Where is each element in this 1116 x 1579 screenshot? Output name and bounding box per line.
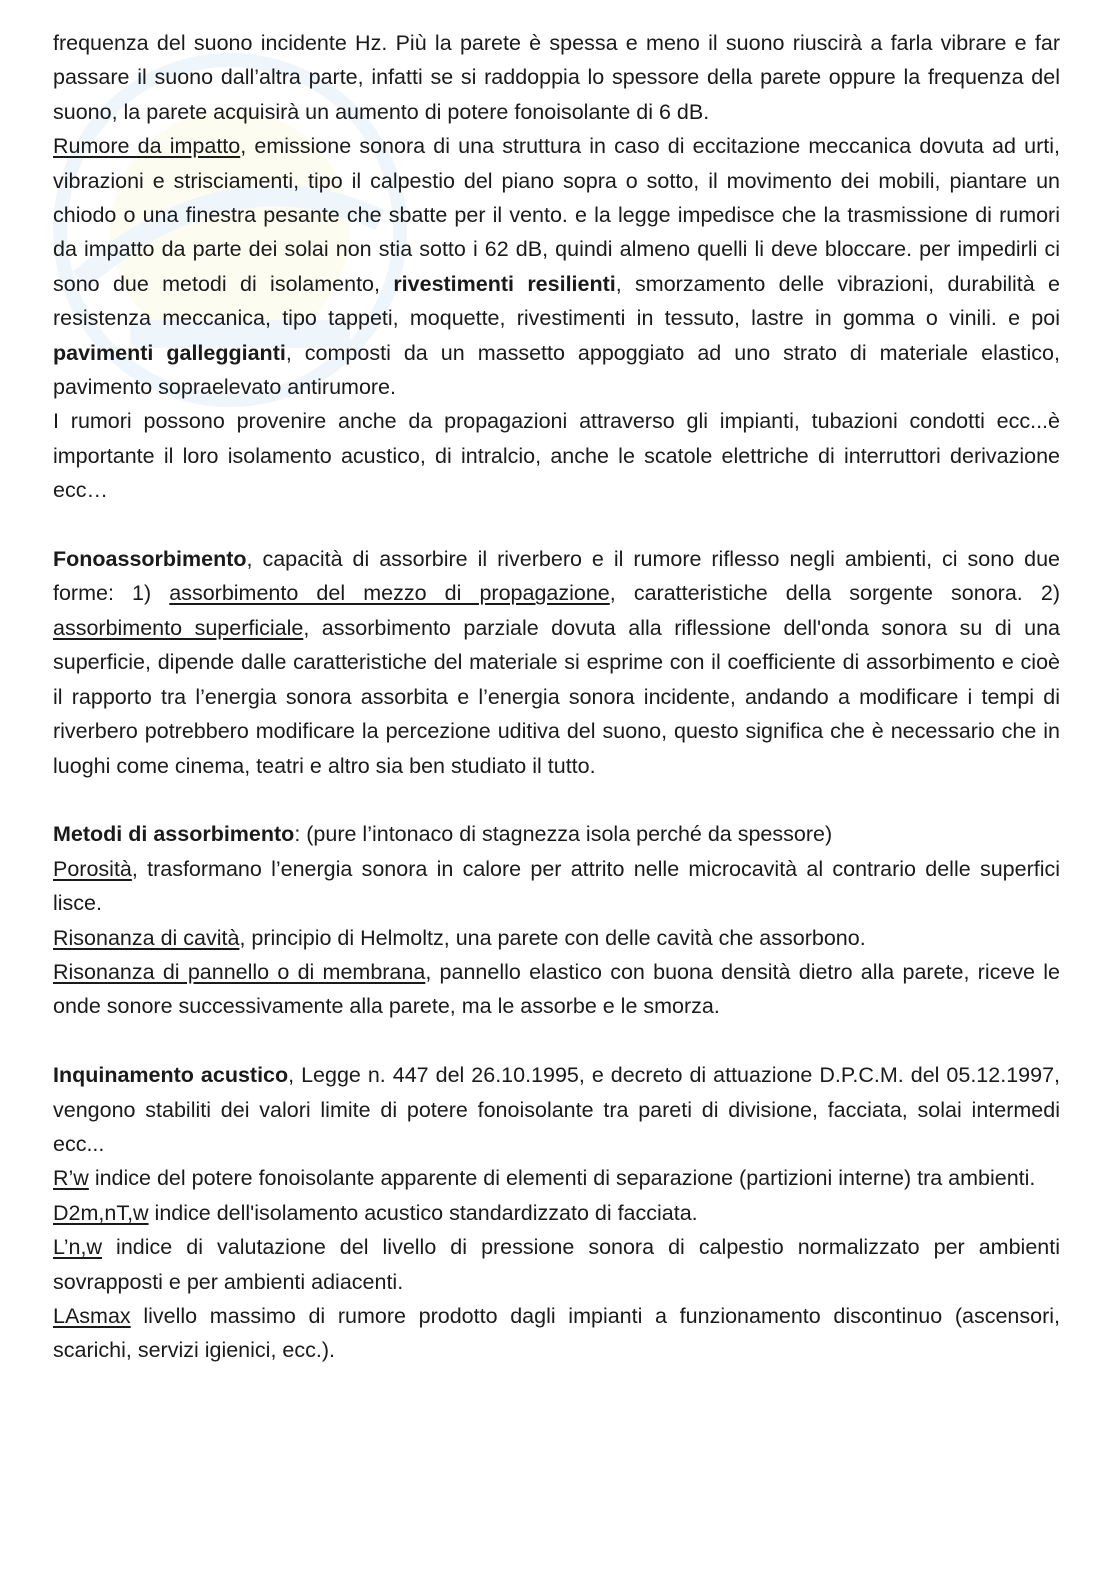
term-rivestimenti-resilienti: rivestimenti resilienti [393, 271, 616, 296]
paragraph-lnw: L’n,w indice di valutazione del livello di pressione sonora di calpestio normalizzato per ambienti sovrapposti e per ambienti adiacenti. [53, 1235, 1060, 1294]
paragraph-rw: R’w indice del potere fonoisolante apparente di elementi di separazione (partizioni interne) tra ambienti. [53, 1166, 1036, 1191]
paragraph-lasmax: LAsmax livello massimo di rumore prodotto dagli impianti a funzionamento discontinuo (ascensori, scarichi, servizi igienici, ecc.). [53, 1303, 1060, 1363]
term-lasmax: LAsmax [53, 1303, 131, 1328]
term-pavimenti-galleggianti: pavimenti galleggianti [53, 340, 286, 365]
term-assorbimento-superficiale: assorbimento superficiale [53, 615, 304, 640]
paragraph-d2mntw: D2m,nT,w indice dell'isolamento acustico standardizzato di facciata. [53, 1200, 698, 1225]
heading-inquinamento-acustico: Inquinamento acustico [53, 1063, 289, 1088]
term-porosita: Porosità [53, 856, 132, 881]
paragraph-porosita: Porosità, trasformano l’energia sonora in calore per attrito nelle microcavità al contrario delle superfici lisce. [53, 856, 1060, 916]
paragraph-gap [53, 508, 1060, 542]
term-rumore-da-impatto: Rumore da impatto [53, 134, 241, 159]
term-risonanza-cavita: Risonanza di cavità [53, 925, 240, 950]
paragraph-suono-incidente: frequenza del suono incidente Hz. Più la parete è spessa e meno il suono riuscirà a farla vibrare e far passare il suono dall’altra parte, infatti se si raddoppia lo spessore della parete oppure la frequenza del suono, la parete acquisirà un aumento di potere fonoisolante di 6 dB. [53, 31, 1060, 124]
term-rw: R’w [53, 1166, 89, 1191]
paragraph-risonanza-cavita: Risonanza di cavità, principio di Helmoltz, una parete con delle cavità che assorbono. [53, 925, 866, 950]
term-risonanza-pannello: Risonanza di pannello o di membrana [53, 959, 426, 984]
term-d2mntw: D2m,nT,w [53, 1200, 149, 1225]
document-body [53, 26, 1060, 1368]
paragraph-metodi-assorbimento: Metodi di assorbimento: (pure l’intonaco di stagnezza isola perché da spessore) [53, 822, 833, 847]
paragraph-gap [53, 1024, 1060, 1058]
paragraph-risonanza-pannello: Risonanza di pannello o di membrana, pannello elastico con buona densità dietro alla parete, riceve le onde sonore successivamente alla parete, ma le assorbe e le smorza. [53, 959, 1060, 1019]
paragraph-rumori-impianti: I rumori possono provenire anche da propagazioni attraverso gli impianti, tubazioni condotti ecc...è importante il loro isolamento acustico, di intralcio, anche le scatole elettriche di interruttori derivazione ecc… [53, 409, 1060, 503]
heading-metodi-assorbimento: Metodi di assorbimento [53, 822, 295, 847]
term-assorbimento-mezzo: assorbimento del mezzo di propagazione [169, 581, 610, 606]
heading-fonoassorbimento: Fonoassorbimento [53, 547, 247, 572]
paragraph-gap [53, 783, 1060, 817]
paragraph-fonoassorbimento: Fonoassorbimento, capacità di assorbire il riverbero e il rumore riflesso negli ambienti, ci sono due forme: 1) assorbimento del mezzo di propagazione, caratteristiche della sorgente sonora. 2) assorbimento superficiale, assorbimento parziale dovuta alla riflessione dell'onda sonora su di una superficie, dipende dalle caratteristiche del materiale si esprime con il coefficiente di assorbimento e cioè il rapporto tra l’energia sonora assorbita e l’energia sonora incidente, andando a modificare i tempi di riverbero potrebbero modificare la percezione uditiva del suono, questo significa che è necessario che in luoghi come cinema, teatri e altro sia ben studiato il tutto. [53, 547, 1060, 778]
term-lnw: L’n,w [53, 1235, 103, 1260]
paragraph-inquinamento-acustico: Inquinamento acustico, Legge n. 447 del 26.10.1995, e decreto di attuazione D.P.C.M. del 05.12.1997, vengono stabiliti dei valori limite di potere fonoisolante tra pareti di divisione, facciata, solai intermedi ecc... [53, 1063, 1060, 1156]
paragraph-rumore-impatto: Rumore da impatto, emissione sonora di una struttura in caso di eccitazione meccanica dovuta ad urti, vibrazioni e strisciamenti, tipo il calpestio del piano sopra o sotto, il movimento dei mobili, piantare un chiodo o una finestra pesante che sbatte per il vento. e la legge impedisce che la trasmissione di rumori da impatto da parte dei solai non stia sotto i 62 dB, quindi almeno quelli li deve bloccare. per impedirli ci sono due metodi di isolamento, rivestimenti resilienti, smorzamento delle vibrazioni, durabilità e resistenza meccanica, tipo tappeti, moquette, rivestimenti in tessuto, lastre in gomma o vinili. e poi pavimenti galleggianti, composti da un massetto appoggiato ad uno strato di materiale elastico, pavimento sopraelevato antirumore. [53, 134, 1060, 400]
